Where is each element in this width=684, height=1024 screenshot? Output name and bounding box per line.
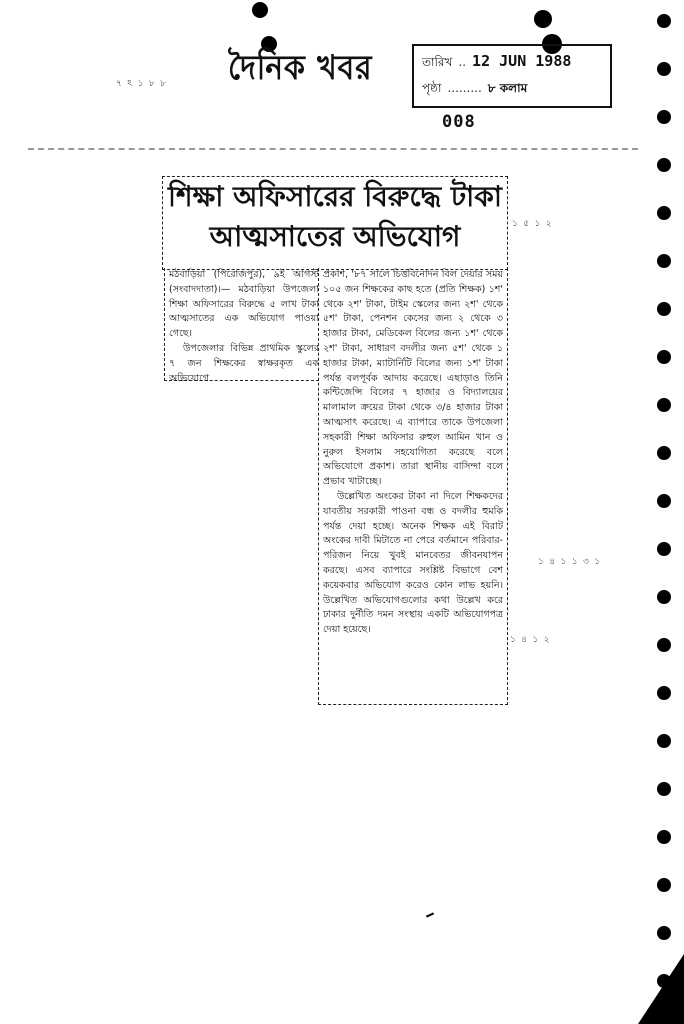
date-stamp [412,44,612,108]
headline-line-1: শিক্ষা অফিসারের বিরুদ্ধে টাকা [168,180,502,213]
fold-line [28,148,638,150]
stamp-date-label: তারিখ [422,55,453,69]
binder-hole [657,734,671,748]
bleed-through-text: ১ ৫ ১ ২ [512,219,552,229]
binder-hole [657,494,671,508]
newspaper-masthead: দৈনিক খবর [228,48,373,88]
binder-hole [657,638,671,652]
bleed-through-text: ১ ৪ ১ ২ [510,635,550,645]
article-column-2 [318,268,508,705]
stamp-page-row [422,80,602,100]
article-paragraph: প্রকাশ, '৮৭ সালে চিত্তবিনোদন বিল দেয়ার সময় ১০৫ জন শিক্ষকের কাছ হতে (প্রতি শিক্ষক) ১শ' থেকে ২শ' টাকা, টাইম স্কেলের জন্য ২শ' থেকে ৫শ' টাকা, পেনশন কেসের জন্য ২ থেকে ৩ হাজার টাকা, মেডিকেল বিলের জন্য ১শ' থেকে ২শ' টাকা, সাধারণ বদলীর জন্য ৫শ' থেকে ১ হাজার টাকা, ম্যাটার্নিটি বিলের জন্য ১শ' টাকা পর্যন্ত বলপূর্বক আদায় করেছে। এছাড়াও তিনি কন্টিজেন্সি বিলের ৭ হাজার ও বিদ্যালয়ের মালামাল ক্রয়ের টাকা থেকে ৩/৪ হাজার টাকা আত্মসাৎ করেছে। এ ব্যাপারে তাকে উপজেলা সহকারী শিক্ষা অফিসার রুহুল আমিন খান ও নুরুল ইসলাম সহযোগিতা করেছে বলে অভিযোগে প্রকাশ। তারা স্থানীয় বাসিন্দা বলে প্রভাব খাটাচ্ছে। [323,269,503,488]
binder-hole [657,446,671,460]
punch-mark [252,2,268,18]
stamp-date-value: 12 JUN 1988 [472,52,572,70]
bleed-through-text: ১ ৪ ১ ১ ৩ ১ [538,557,601,567]
binder-hole [657,254,671,268]
binder-hole [657,62,671,76]
headline-line-2: আত্মসাতের অভিযোগ [209,220,461,253]
stamp-dots: .. [458,55,467,69]
binder-hole [657,926,671,940]
binder-hole [657,158,671,172]
binder-hole [657,302,671,316]
binder-hole [657,878,671,892]
article-headline [162,176,508,270]
stamp-page-label: পৃষ্ঠা [422,81,442,95]
binder-hole [657,686,671,700]
bleed-through-text: ৭ ঽ ১ ৮ ৮ [116,79,166,89]
article-paragraph: উল্লেখিত অংকের টাকা না দিলে শিক্ষকদের যাবতীয় সরকারী পাওনা বন্ধ ও বদলীর হুমকি পর্যন্ত দেয়া হচ্ছে। অনেক শিক্ষক এই বিরাট অংকের দাবী মিটাতে না পেরে বর্তমানে পরিবার-পরিজন নিয়ে খুবই মানবেতর জীবনযাপন করছে। এসব ব্যাপারে সংশ্লিষ্ট বিভাগে বেশ কয়েকবার অভিযোগ করেও কোন লাভ হয়নি। উল্লেখিত অভিযোগগুলোর কথা উল্লেখ করে ঢাকার দুর্নীতি দমন সংস্থায় একটি অভিযোগপত্র দেয়া হয়েছে। [323,490,503,636]
binder-hole [657,398,671,412]
punch-mark [534,10,552,28]
article-paragraph: উপজেলার বিভিন্ন প্রাথমিক স্কুলের ৭ জন শিক্ষকের স্বাক্ষরকৃত এক অভিযোগে [169,342,319,384]
binder-hole [657,542,671,556]
folded-corner [638,954,684,1024]
stamp-dots: ......... [447,81,482,95]
binder-hole [657,830,671,844]
file-number: 008 [442,112,476,132]
binder-hole [657,782,671,796]
binder-hole [657,14,671,28]
binder-hole [657,350,671,364]
article-column-1 [164,268,319,384]
binder-hole [657,110,671,124]
scan-speck [426,912,434,917]
binder-hole [657,590,671,604]
article-paragraph: মঠবাড়িয়া (পিরোজপুর), ৯ই আগস্ট (সংবাদদাতা)।— মঠবাড়িয়া উপজেলা শিক্ষা অফিসারের বিরুদ্ধে ৫ লাখ টাকা আত্মসাতের এক অভিযোগ পাওয়া গেছে। [169,269,319,340]
binder-hole [657,206,671,220]
stamp-date-row [422,52,602,74]
stamp-page-value: ৮ কলাম [487,81,528,95]
